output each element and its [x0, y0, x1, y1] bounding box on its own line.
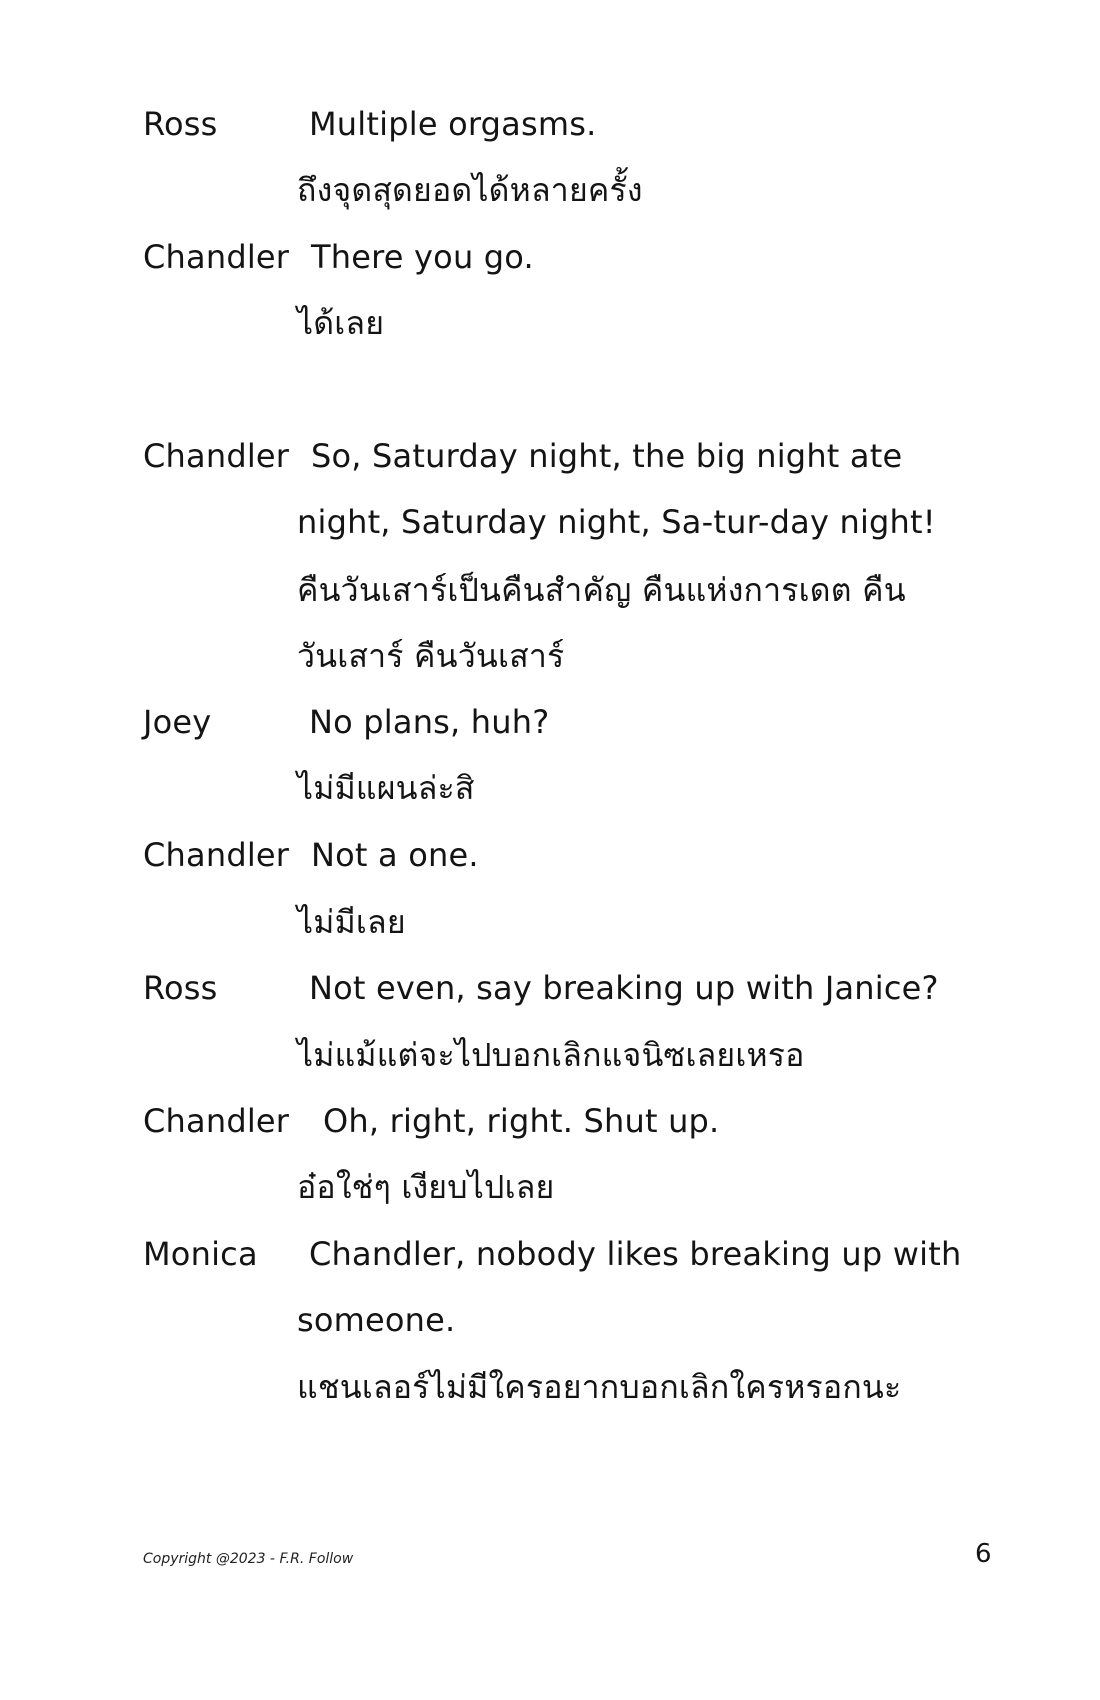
speaker-name: Ross: [143, 969, 218, 1007]
dialogue-line-english: There you go.: [311, 238, 534, 276]
dialogue-line-english: night, Saturday night, Sa-tur-day night!: [297, 503, 936, 541]
dialogue-line-english: Chandler, nobody likes breaking up with: [309, 1235, 962, 1273]
copyright-notice: Copyright @2023 - F.R. Follow: [143, 1551, 354, 1567]
speaker-name: Chandler: [143, 437, 290, 475]
dialogue-line-thai: ถึงจุดสุดยอดได้หลายครั้ง: [297, 171, 643, 209]
dialogue-line-english: Oh, right, right. Shut up.: [323, 1102, 720, 1140]
dialogue-line-thai: ไม่แม้แต่จะไปบอกเลิกแจนิซเลยเหรอ: [297, 1036, 805, 1074]
dialogue-line-english: So, Saturday night, the big night ate: [311, 437, 903, 475]
speaker-name: Joey: [143, 703, 212, 741]
dialogue-line-thai: คืนวันเสาร์เป็นคืนสำคัญ คืนแห่งการเดต คืน: [297, 571, 906, 609]
page-number: 6: [975, 1539, 992, 1569]
dialogue-line-english: No plans, huh?: [309, 703, 550, 741]
speaker-name: Ross: [143, 105, 218, 143]
speaker-name: Monica: [143, 1235, 258, 1273]
dialogue-line-english: Multiple orgasms.: [309, 105, 597, 143]
dialogue-line-english: Not a one.: [311, 836, 479, 874]
dialogue-line-thai: แชนเลอร์ไม่มีใครอยากบอกเลิกใครหรอกนะ: [297, 1368, 902, 1406]
speaker-name: Chandler: [143, 238, 290, 276]
dialogue-line-thai: ไม่มีแผนล่ะสิ: [297, 769, 475, 807]
dialogue-line-thai: ได้เลย: [297, 304, 385, 342]
dialogue-line-english: Not even, say breaking up with Janice?: [309, 969, 939, 1007]
dialogue-line-thai: อ๋อใช่ๆ เงียบไปเลย: [297, 1168, 555, 1206]
speaker-name: Chandler: [143, 836, 290, 874]
dialogue-line-thai: ไม่มีเลย: [297, 903, 406, 941]
dialogue-line-english: someone.: [297, 1301, 456, 1339]
dialogue-line-thai: วันเสาร์ คืนวันเสาร์: [297, 637, 565, 675]
speaker-name: Chandler: [143, 1102, 290, 1140]
